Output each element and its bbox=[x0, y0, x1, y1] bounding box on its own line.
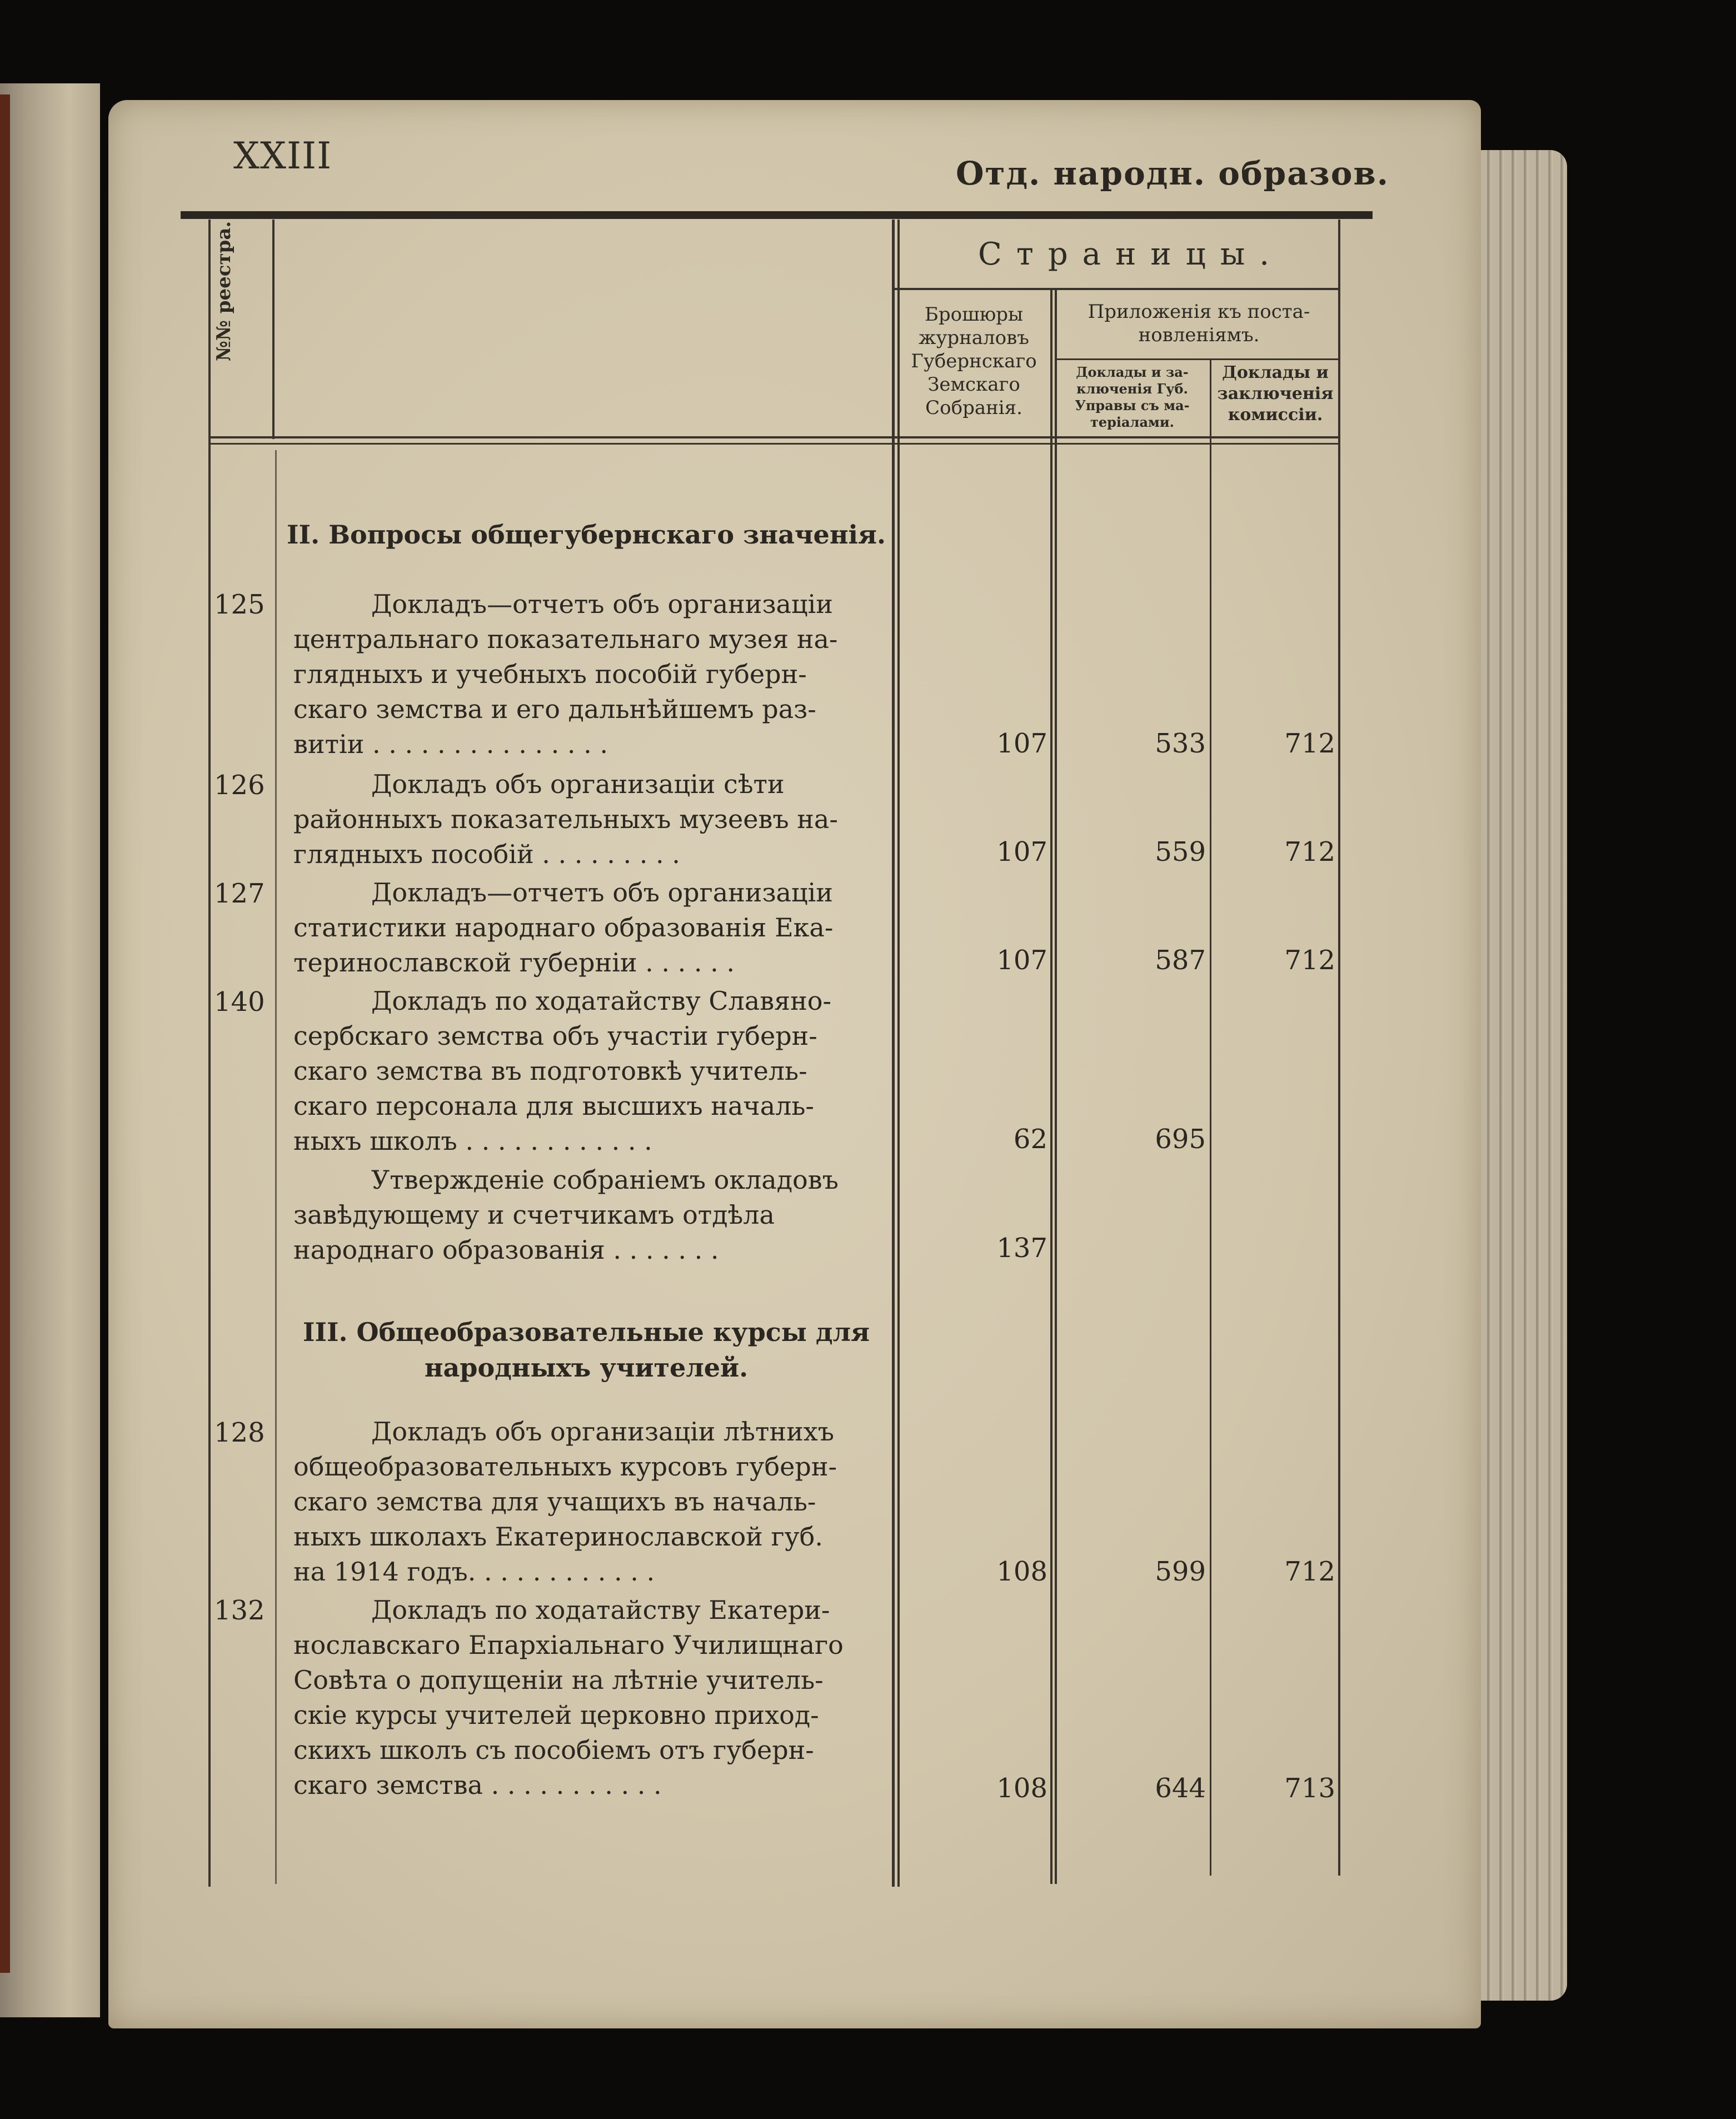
entry-text: Докладъ объ организаціи сѣти районныхъ показательныхъ музеевъ на- глядныхъ пособій . . . . . . . . . bbox=[293, 769, 838, 869]
book-cover-edge bbox=[0, 94, 10, 1973]
brochure-column-divider-b bbox=[1055, 289, 1057, 1884]
table-left-border bbox=[208, 220, 211, 1887]
brochure-page: 107 bbox=[996, 945, 1047, 976]
uprava-page: 533 bbox=[1155, 728, 1206, 759]
uprava-page: 559 bbox=[1155, 836, 1206, 867]
header-bottom-rule-a bbox=[208, 436, 1339, 438]
running-title: Отд. народн. образов. bbox=[956, 154, 1389, 192]
commission-page: 713 bbox=[1284, 1773, 1335, 1804]
registry-number: 128 bbox=[214, 1417, 265, 1448]
header-bottom-rule-b bbox=[208, 443, 1339, 445]
commission-page: 712 bbox=[1284, 836, 1335, 867]
uprava-page: 644 bbox=[1155, 1773, 1206, 1804]
entry-text: Утвержденіе собраніемъ окладовъ завѣдующему и счетчикамъ отдѣла народнаго образованія . . . . . . . bbox=[293, 1165, 839, 1265]
appendix-subheader-rule bbox=[1055, 358, 1339, 360]
uprava-page: 599 bbox=[1155, 1556, 1206, 1587]
uprava-page: 587 bbox=[1155, 945, 1206, 976]
table-right-border bbox=[1338, 220, 1340, 1876]
registry-number: 126 bbox=[214, 770, 265, 801]
section-title: III. Общеобразовательные курсы для народныхъ учителей. bbox=[302, 1317, 870, 1383]
registry-number: 132 bbox=[214, 1595, 265, 1626]
reg-column-divider bbox=[272, 220, 275, 439]
commission-page: 712 bbox=[1284, 728, 1335, 759]
brochure-page: 107 bbox=[996, 836, 1047, 867]
entry-text: Докладъ по ходатайству Екатери- нославскаго Епархіальнаго Училищнаго Совѣта о допущеніи на лѣтніе учитель- скіе курсы учителей церковно приход- скихъ школъ съ пособіемъ отъ губерн- скаго земства . . . . . . . . . . . bbox=[293, 1595, 844, 1800]
brochure-page: 62 bbox=[1013, 1124, 1047, 1155]
commission-reports-column-header: Доклады и заключенія комиссіи. bbox=[1217, 363, 1334, 425]
registry-number: 140 bbox=[214, 986, 265, 1018]
section-title: II. Вопросы общегубернскаго значенія. bbox=[287, 520, 886, 550]
left-page-edge bbox=[0, 83, 100, 2017]
brochures-column-header: Брошюры журналовъ Губернскаго Земскаго Собранія. bbox=[911, 303, 1037, 419]
appendices-column-header: Приложенія къ поста- новленіямъ. bbox=[1088, 301, 1310, 346]
uprava-reports-column-header: Доклады и за- ключенія Губ. Управы съ ма- теріалами. bbox=[1075, 364, 1190, 430]
registry-number: 127 bbox=[214, 878, 265, 909]
reg-column-divider-body bbox=[275, 450, 277, 1884]
brochure-page: 137 bbox=[996, 1233, 1047, 1264]
registry-column-label: №№ реестра. bbox=[213, 221, 235, 361]
registry-number: 125 bbox=[214, 589, 265, 620]
pages-column-label: Страницы. bbox=[978, 236, 1284, 272]
uprava-page: 695 bbox=[1155, 1124, 1206, 1155]
uprava-column-divider bbox=[1210, 358, 1211, 1876]
page-stack-edge bbox=[1467, 150, 1567, 2001]
entry-text: Докладъ объ организаціи лѣтнихъ общеобразовательныхъ курсовъ губерн- скаго земства для учащихъ въ началь- ныхъ школахъ Екатеринославской губ. на 1914 годъ. . . . . . . . . . . . bbox=[293, 1417, 837, 1587]
pages-subheader-rule bbox=[895, 288, 1339, 290]
entry-text: Докладъ по ходатайству Славяно- сербскаго земства объ участіи губерн- скаго земства въ подготовкѣ учитель- скаго персонала для высшихъ началь- ныхъ школъ . . . . . . . . . . . . bbox=[293, 986, 832, 1156]
page-number: XXIII bbox=[233, 134, 332, 177]
brochure-page: 107 bbox=[996, 728, 1047, 759]
text-column-divider-a bbox=[892, 220, 895, 1887]
brochure-page: 108 bbox=[996, 1556, 1047, 1587]
entry-text: Докладъ—отчетъ объ организаціи центральнаго показательнаго музея на- глядныхъ и учебныхъ пособій губерн- скаго земства и его дальнѣйшемъ раз- витіи . . . . . . . . . . . . . . . bbox=[293, 589, 838, 759]
commission-page: 712 bbox=[1284, 1556, 1335, 1587]
text-column-divider-b bbox=[897, 220, 900, 1887]
brochure-column-divider-a bbox=[1050, 289, 1052, 1884]
commission-page: 712 bbox=[1284, 945, 1335, 976]
entry-text: Докладъ—отчетъ объ организаціи статистики народнаго образованія Ека- теринославской губерніи . . . . . . bbox=[293, 877, 834, 978]
brochure-page: 108 bbox=[996, 1773, 1047, 1804]
header-rule bbox=[181, 211, 1373, 219]
